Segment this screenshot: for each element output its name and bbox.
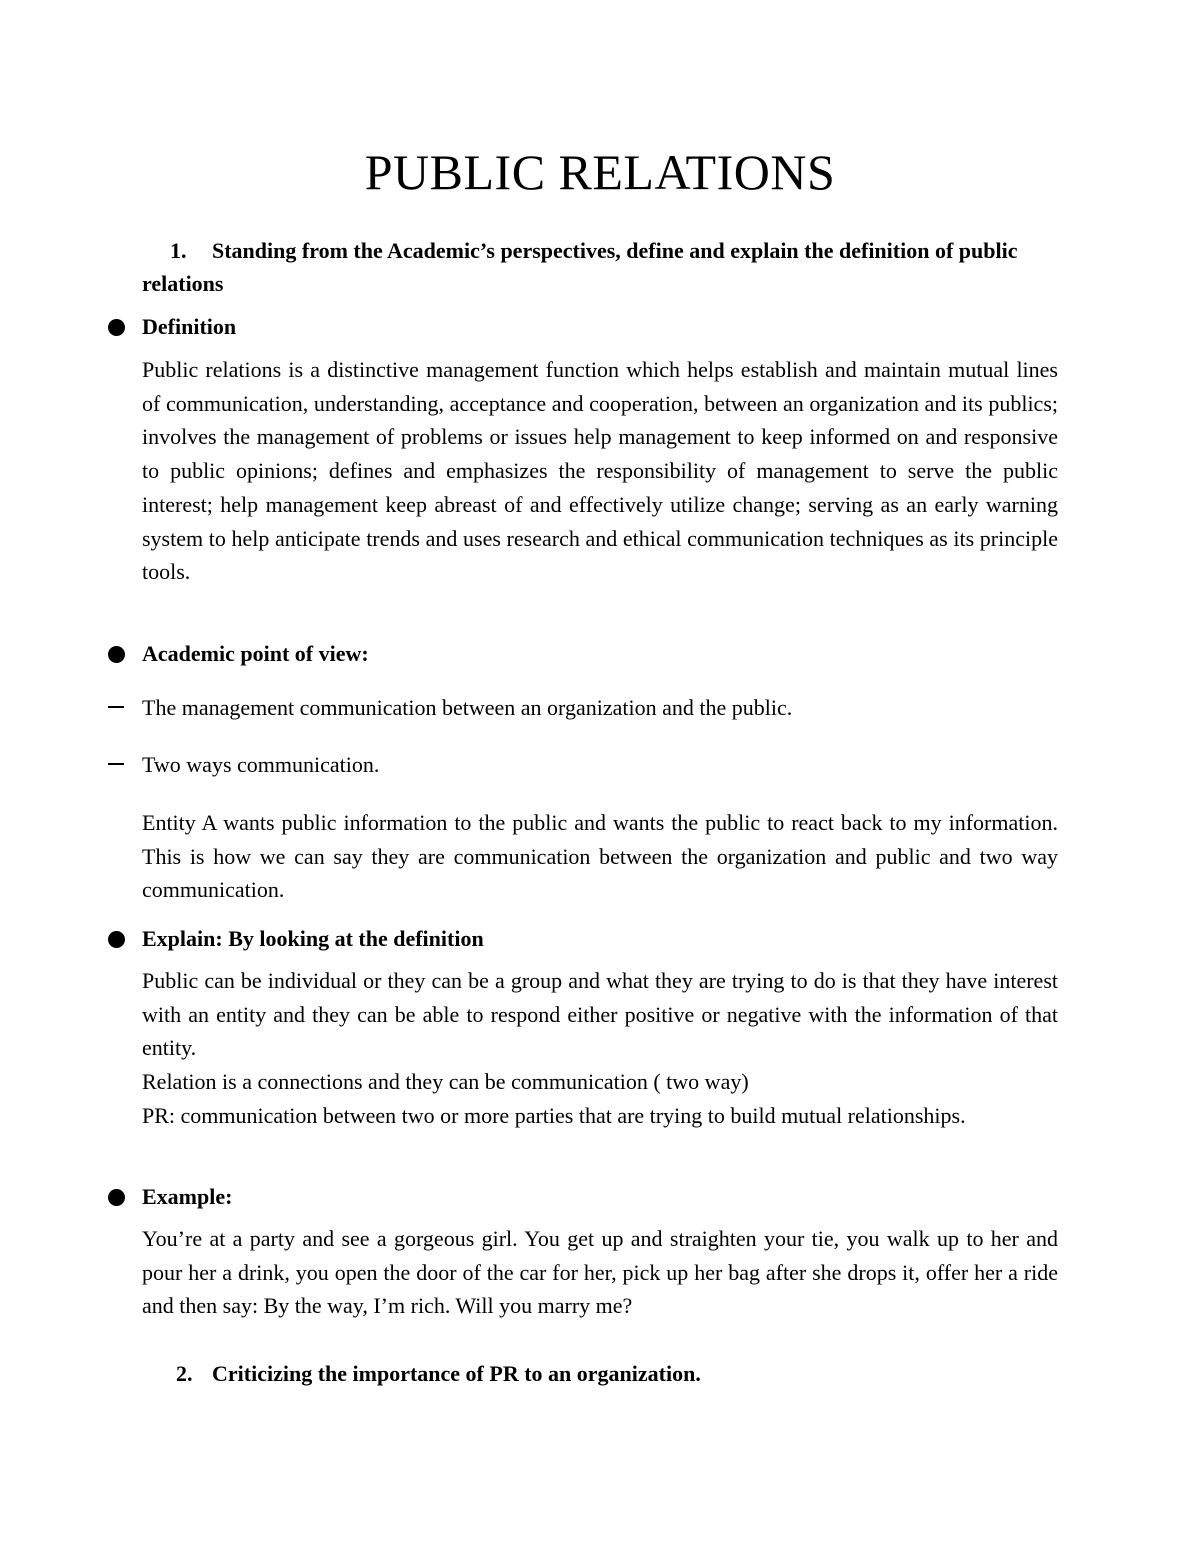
question-1 — [142, 234, 1062, 300]
academic-paragraph: Entity A wants public information to the public and wants the public to react back to my information. This is how we can say they are communication between the organization and public and two way communication. — [142, 810, 1058, 903]
question-2-number: 2. — [176, 1361, 193, 1386]
question-2 — [176, 1357, 1076, 1390]
definition-paragraph: Public relations is a distinctive management function which helps establish and maintain mutual lines of communication, understanding, acceptance and cooperation, between an organization and its publics; involves the management of problems or issues help management to keep informed on and responsive to public opinions; defines and emphasizes the responsibility of management to serve the public interest; help management keep abreast of and effectively utilize change; serving as an early warning system to help anticipate trends and uses research and ethical communication techniques as its principle tools. — [142, 357, 1058, 585]
bullet-icon — [108, 931, 125, 948]
definition-body — [142, 353, 1058, 589]
example-paragraph: You’re at a party and see a gorgeous girl. You get up and straighten your tie, you walk up to her and pour her a drink, you open the door of the car for her, pick up her bag after she drops it, offer her a ride and then say: By the way, I’m rich. Will you marry me? — [142, 1226, 1058, 1319]
question-1-number: 1. — [170, 238, 187, 263]
question-2-text: Criticizing the importance of PR to an organization. — [212, 1361, 701, 1386]
dash-icon — [108, 706, 124, 708]
example-heading: Example: — [142, 1184, 233, 1209]
explain-body — [142, 964, 1058, 1133]
example-body — [142, 1222, 1058, 1323]
academic-item-1: The management communication between an organization and the public. — [142, 695, 793, 720]
academic-heading: Academic point of view: — [142, 641, 369, 666]
academic-item-2: Two ways communication. — [142, 752, 380, 777]
bullet-icon — [108, 319, 125, 336]
definition-heading: Definition — [142, 314, 237, 339]
page-title: PUBLIC RELATIONS — [364, 144, 836, 200]
question-1-text: Standing from the Academic’s perspectives, define and explain the definition of public relations — [142, 238, 1018, 296]
explain-heading: Explain: By looking at the definition — [142, 926, 484, 951]
bullet-icon — [108, 1189, 125, 1206]
explain-paragraph-2: Relation is a connections and they can be communication ( two way) — [142, 1069, 749, 1095]
explain-paragraph-3: PR: communication between two or more parties that are trying to build mutual relationships. — [142, 1102, 966, 1128]
dash-icon — [108, 763, 124, 765]
explain-paragraph-1: Public can be individual or they can be a group and what they are trying to do is that they have interest with an entity and they can be able to respond either positive or negative with the information of that entity. — [142, 968, 1058, 1061]
bullet-icon — [108, 646, 125, 663]
academic-body — [142, 806, 1058, 907]
